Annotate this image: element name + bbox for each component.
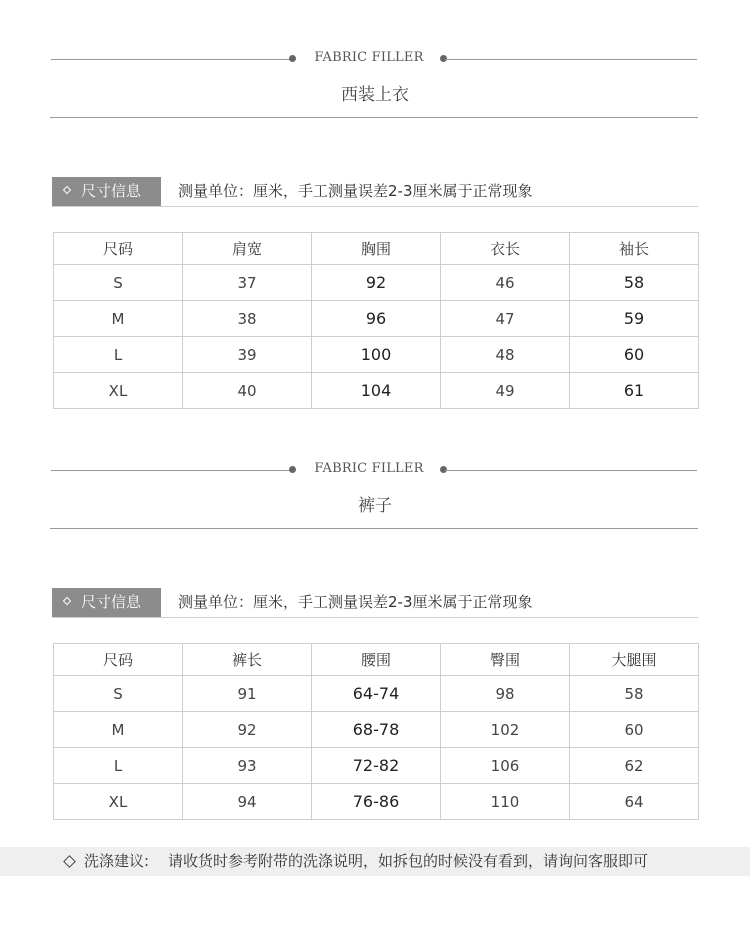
table-cell: 58	[570, 265, 699, 301]
table-cell: 39	[183, 337, 312, 373]
table-cell: M	[54, 301, 183, 337]
table-cell: 38	[183, 301, 312, 337]
table-cell: 40	[183, 373, 312, 409]
diamond-icon	[63, 597, 71, 605]
header-english-title: FABRIC FILLER	[314, 50, 424, 65]
wash-advice-bar	[0, 847, 750, 876]
table-row	[54, 784, 699, 820]
header-bottom-divider	[50, 528, 698, 529]
wash-advice-text: 请收货时参考附带的洗涤说明，如拆包的时候没有看到，请询问客服即可	[168, 852, 649, 870]
table-cell: 61	[570, 373, 699, 409]
table-cell: 48	[441, 337, 570, 373]
table-cell: L	[54, 337, 183, 373]
bottom-section-header	[0, 452, 750, 542]
diamond-icon	[63, 855, 76, 868]
table-header-cell: 尺码	[54, 644, 183, 676]
table-cell: 46	[441, 265, 570, 301]
table-row	[54, 748, 699, 784]
bottom-size-info-bar	[52, 588, 698, 618]
table-header-cell: 肩宽	[183, 233, 312, 265]
diamond-icon	[63, 186, 71, 194]
table-header-row	[54, 233, 699, 265]
table-row	[54, 337, 699, 373]
header-dot-left	[289, 55, 296, 62]
table-header-cell: 大腿围	[570, 644, 699, 676]
table-cell: XL	[54, 373, 183, 409]
table-header-cell: 臀围	[441, 644, 570, 676]
size-info-tag-label: 尺寸信息	[81, 593, 142, 611]
table-cell: 64	[570, 784, 699, 820]
measurement-note: 测量单位：厘米，手工测量误差2-3厘米属于正常现象	[178, 593, 533, 611]
table-row	[54, 265, 699, 301]
measurement-note: 测量单位：厘米，手工测量误差2-3厘米属于正常现象	[178, 182, 533, 200]
top-size-info-bar	[52, 177, 698, 207]
table-cell: 93	[183, 748, 312, 784]
table-header-row	[54, 644, 699, 676]
table-cell: 59	[570, 301, 699, 337]
table-cell: 68-78	[312, 712, 441, 748]
table-cell: XL	[54, 784, 183, 820]
table-cell: 72-82	[312, 748, 441, 784]
top-size-table	[53, 232, 699, 409]
table-cell: 49	[441, 373, 570, 409]
size-info-tag-label: 尺寸信息	[81, 182, 142, 200]
table-cell: 60	[570, 337, 699, 373]
header-divider-left	[51, 470, 291, 471]
table-cell: 102	[441, 712, 570, 748]
size-info-tag	[52, 588, 161, 617]
table-header-cell: 袖长	[570, 233, 699, 265]
table-cell: 92	[183, 712, 312, 748]
size-info-tag	[52, 177, 161, 206]
table-cell: S	[54, 265, 183, 301]
header-divider-right	[445, 470, 697, 471]
table-cell: M	[54, 712, 183, 748]
table-cell: S	[54, 676, 183, 712]
table-cell: 47	[441, 301, 570, 337]
header-divider-right	[445, 59, 697, 60]
table-cell: L	[54, 748, 183, 784]
header-chinese-title: 裤子	[358, 496, 392, 516]
table-cell: 37	[183, 265, 312, 301]
table-cell: 58	[570, 676, 699, 712]
header-dot-left	[289, 466, 296, 473]
table-header-cell: 腰围	[312, 644, 441, 676]
table-cell: 100	[312, 337, 441, 373]
header-chinese-title: 西装上衣	[341, 85, 409, 105]
table-row	[54, 301, 699, 337]
table-cell: 64-74	[312, 676, 441, 712]
table-cell: 76-86	[312, 784, 441, 820]
table-row	[54, 373, 699, 409]
table-cell: 60	[570, 712, 699, 748]
table-cell: 92	[312, 265, 441, 301]
table-header-cell: 尺码	[54, 233, 183, 265]
table-cell: 96	[312, 301, 441, 337]
table-cell: 110	[441, 784, 570, 820]
table-cell: 104	[312, 373, 441, 409]
table-row	[54, 676, 699, 712]
header-bottom-divider	[50, 117, 698, 118]
table-cell: 94	[183, 784, 312, 820]
table-header-cell: 裤长	[183, 644, 312, 676]
table-header-cell: 胸围	[312, 233, 441, 265]
bottom-size-table	[53, 643, 699, 820]
wash-advice-label: 洗涤建议:	[84, 852, 150, 870]
table-cell: 106	[441, 748, 570, 784]
table-cell: 62	[570, 748, 699, 784]
table-cell: 98	[441, 676, 570, 712]
table-row	[54, 712, 699, 748]
table-header-cell: 衣长	[441, 233, 570, 265]
table-cell: 91	[183, 676, 312, 712]
header-english-title: FABRIC FILLER	[314, 461, 424, 476]
top-section-header	[0, 41, 750, 131]
header-divider-left	[51, 59, 291, 60]
